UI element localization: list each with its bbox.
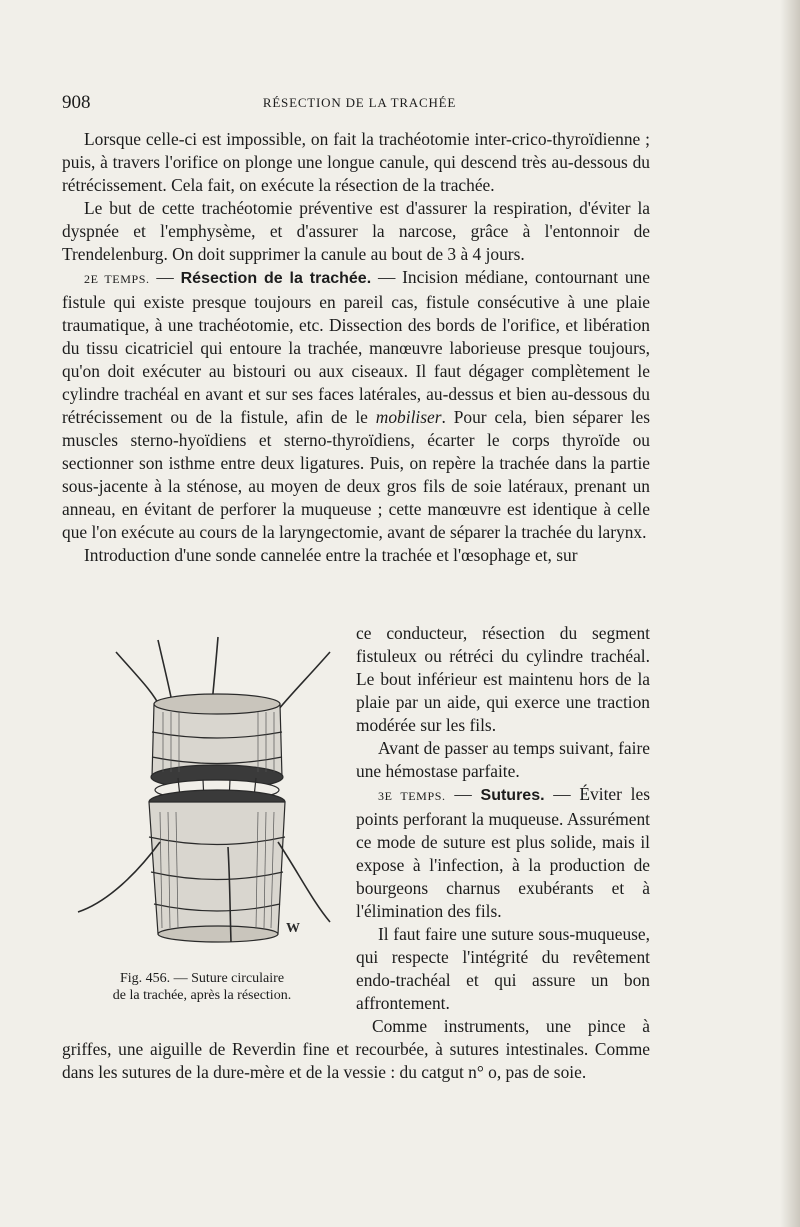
paragraph-3-text-a: — Incision médiane, contournant une fistule qui existe presque toujours en pareil cas, fistule consécutive à une plaie traumatique, à une trachéotomie, etc. Dissection des bords de l'orifice, et libération du tissu cicatriciel qui entoure la trachée, manœuvre laborieuse presque toujours, qu'on doit exécuter au bistouri ou aux ciseaux. Il faut dégager complètement le cylindre trachéal en avant et sur ses faces latérales, au-dessus et bien au-dessous du rétrécissement ou de la fistule, afin de le [62,267,650,427]
figure-caption [62,970,342,1004]
paragraph-4-continuation: ce conducteur, résection du segment fistuleux ou rétréci du cylindre trachéal. Le bout inférieur est maintenu hors de la plaie par un aide, qui exerce une traction modérée sur les fils. [356,623,650,735]
paragraph-1: Lorsque celle-ci est impossible, on fait la trachéotomie inter-crico-thyroïdienne ; puis, à travers l'orifice on plonge une longue canule, qui descend très au-dessous du rétrécissement. Cela fait, on exécute la résection de la trachée. [62,129,650,195]
right-column-text [356,622,650,1015]
paragraph-3-text-b: . Pour cela, bien séparer les muscles sterno-hyoïdiens et sterno-thyroïdiens, écarter le corps thyroïde ou sectionner son isthme entre deux ligatures. Puis, on repère la trachée dans la partie sous-jacente à la sténose, au moyen de deux gros fils de soie latéraux, prenant un anneau, en évitant de perforer la muqueuse ; cette manœuvre est identique à celle que l'on exécute au cours de la laryngectomie, avant de séparer la trachée du larynx. [62,407,650,542]
running-title: RÉSECTION DE LA TRACHÉE [262,95,457,110]
page-number: 908 [62,92,91,113]
figure-trachea-suture [68,632,336,952]
step-dash: — [149,267,181,287]
page-header [62,92,657,116]
step-label-2: 2E TEMPS. [84,272,150,286]
step-title-resection: Résection de la trachée. [180,270,372,287]
page-edge-shadow [780,0,800,1227]
body-text-bottom [62,1015,650,1084]
trachea-illustration [68,632,336,952]
italic-term: mobiliser [375,407,442,427]
caption-line-2: de la trachée, après la résection. [112,988,292,1003]
paragraph-3 [62,266,650,544]
caption-line-1: Fig. 456. — Suture circulaire [119,971,285,986]
paragraph-8: Comme instruments, une pince à griffes, une aiguille de Reverdin fine et recourbée, à sutures intestinales. Comme dans les sutures de la dure-mère et de la vessie : du catgut n° o, pas de soie. [62,1016,650,1082]
paragraph-6-text: — Éviter les points perforant la muqueuse. Assurément ce mode de suture est plus solide, mais il expose à l'infection, à la production de bourgeons charnus exubérants et à l'élimination des fils. [356,784,650,921]
step-label-3: 3E TEMPS. [378,789,446,803]
paragraph-5: Avant de passer au temps suivant, faire une hémostase parfaite. [356,738,650,781]
step-title-sutures: Sutures. [480,787,545,804]
svg-text:W: W [286,921,300,936]
body-text-top [62,128,650,567]
paragraph-4-first-line: Introduction d'une sonde cannelée entre la trachée et l'œsophage et, sur [84,545,578,565]
paragraph-6: 3E TEMPS. — Sutures. — Éviter les points perforant la muqueuse. Assurément ce mode de suture est plus solide, mais il expose à l'infection, à la production de bourgeons charnus exubérants et à l'élimination des fils. [356,784,650,921]
paragraph-7: Il faut faire une suture sous-muqueuse, qui respecte l'intégrité du revêtement endo-trachéal et qui assure un bon affrontement. [356,924,650,1013]
paragraph-2: Le but de cette trachéotomie préventive est d'assurer la respiration, d'éviter la dyspnée et l'emphysème, et d'assurer la narcose, grâce à l'entonnoir de Trendelenburg. On doit supprimer la canule au bout de 3 à 4 jours. [62,198,650,264]
